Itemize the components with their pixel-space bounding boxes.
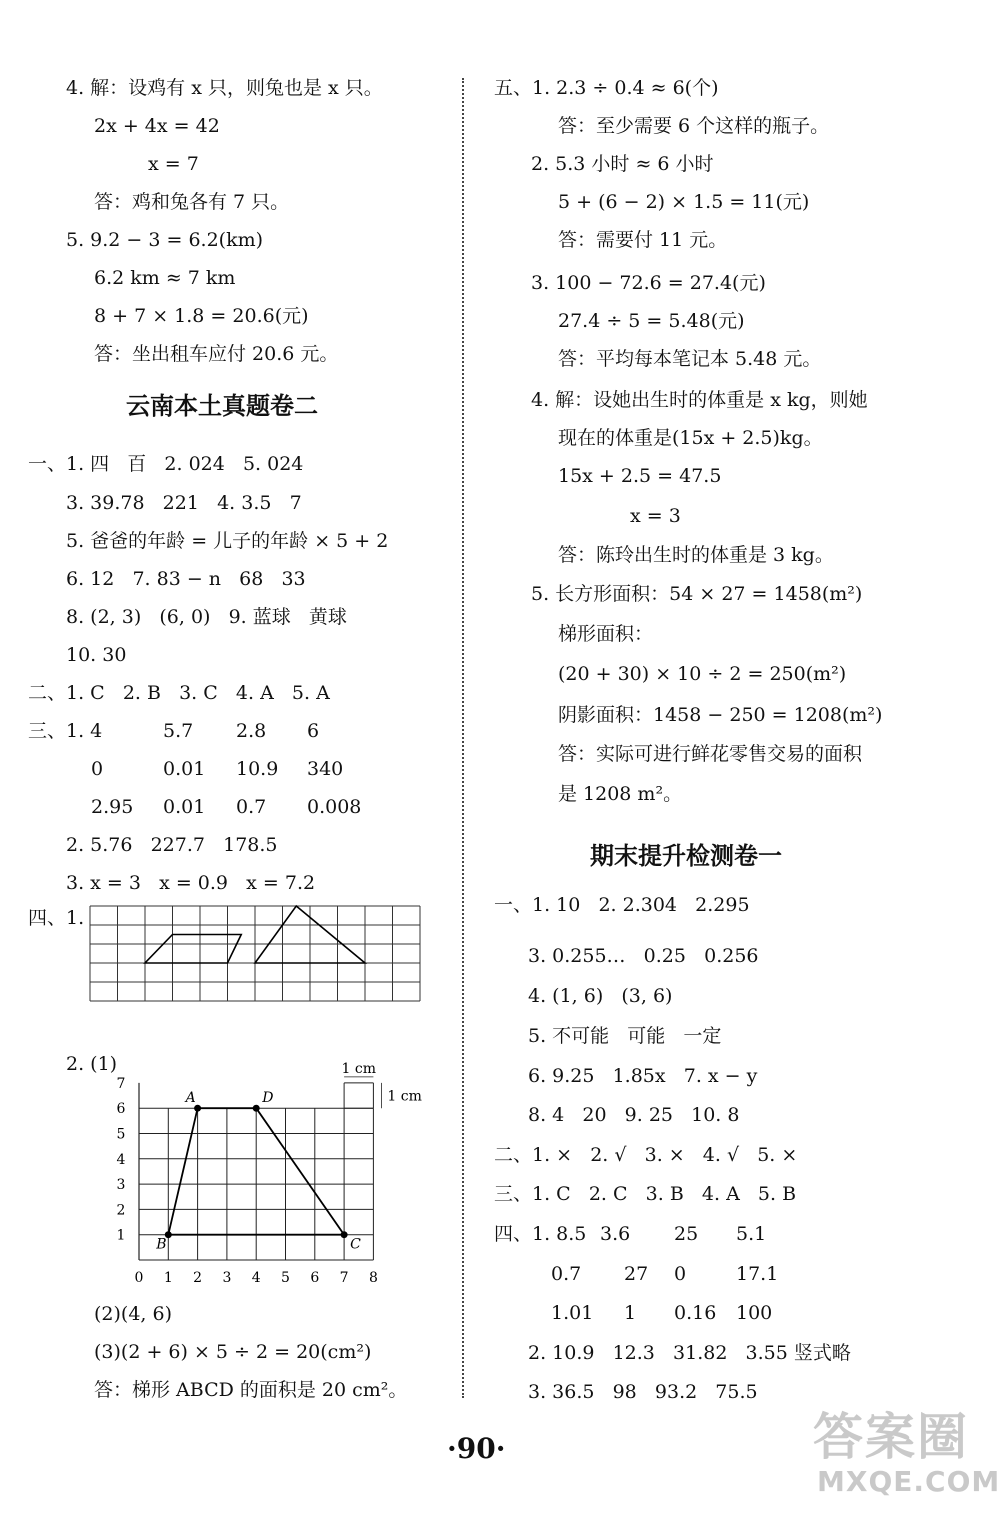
answer-line-r17: 阴影面积：1458 − 250 = 1208(m²) [558,704,883,726]
y-tick-label: 4 [116,1151,126,1168]
answer-line-l23: 340 [307,758,344,780]
answer-line-r4: 5 + (6 − 2) × 1.5 = 11(元) [558,191,810,213]
answer-line-r21: 3. 0.255… 0.25 0.256 [528,945,759,967]
x-tick-label: 4 [251,1270,261,1285]
answer-line-r5: 答：需要付 11 元。 [558,229,728,251]
parallelogram-shape [145,935,241,964]
section-heading-h2: 期末提升检测卷一 [590,842,782,870]
x-tick-label: 1 [163,1270,173,1285]
x-tick-label: 5 [281,1270,290,1285]
watermark-logo [807,1397,1000,1507]
answer-line-r23: 5. 不可能 可能 一定 [528,1025,722,1047]
y-tick-label: 7 [116,1075,126,1092]
answer-line-l15: 二、1. C 2. B 3. C 4. A 5. A [28,682,330,704]
answer-line-l7: 8 + 7 × 1.8 = 20.6(元) [94,305,309,327]
answer-line-l20: 0 [91,758,104,780]
answer-line-r28: 四、1. 8.5 [494,1223,587,1245]
y-tick-label: 6 [116,1101,126,1118]
y-tick-label: 3 [116,1177,126,1194]
answer-line-l14: 10. 30 [66,644,127,666]
answer-line-l9: 一、1. 四 百 2. 024 5. 024 [28,453,304,475]
answer-line-r26: 二、1. × 2. √ 3. × 4. √ 5. × [494,1144,798,1166]
x-tick-label: 3 [222,1270,232,1285]
answer-line-r19: 是 1208 m²。 [558,783,683,805]
answer-line-r35: 17.1 [736,1263,779,1285]
answer-line-l32: (2)(4, 6) [94,1303,172,1325]
watermark-url: MXQE.COM [817,1465,1000,1498]
answer-line-r2: 答：至少需要 6 个这样的瓶子。 [558,115,830,137]
unit-y-label: 1 cm [387,1088,422,1105]
vertex-label-c: C [350,1236,361,1253]
answer-line-l17: 5.7 [163,720,194,742]
answer-line-l34: 答：梯形 ABCD 的面积是 20 cm²。 [94,1379,408,1401]
answer-line-r14: 5. 长方形面积：54 × 27 = 1458(m²) [531,583,863,605]
answer-line-r20: 一、1. 10 2. 2.304 2.295 [494,894,750,916]
answer-line-r16: (20 + 30) × 10 ÷ 2 = 250(m²) [558,663,847,685]
answer-line-l11: 5. 爸爸的年龄 = 儿子的年龄 × 5 + 2 [66,530,389,552]
grid-figure [88,904,424,1002]
vertex-label-a: A [185,1090,196,1107]
answer-line-r15: 梯形面积： [558,623,654,645]
answer-line-l18: 2.8 [236,720,267,742]
answer-line-l2: 2x + 4x = 42 [94,115,220,137]
answer-line-l29: 3. x = 3 x = 0.9 x = 7.2 [66,872,316,894]
answer-line-l28: 2. 5.76 227.7 178.5 [66,834,278,856]
answer-line-l31: 2. (1) [66,1053,118,1075]
answer-line-r24: 6. 9.25 1.85x 7. x − y [528,1065,758,1087]
answer-line-r8: 答：平均每本笔记本 5.48 元。 [558,348,822,370]
answer-line-r22: 4. (1, 6) (3, 6) [528,985,673,1007]
answer-line-r13: 答：陈玲出生时的体重是 3 kg。 [558,544,834,566]
answer-line-l27: 0.008 [307,796,362,818]
x-tick-label: 6 [310,1270,320,1285]
vertex-label-b: B [156,1236,167,1253]
answer-line-r1: 五、1. 2.3 ÷ 0.4 ≈ 6(个) [494,77,719,99]
answer-line-r9: 4. 解：设她出生时的体重是 x kg，则她 [531,389,868,411]
answer-line-r29: 3.6 [600,1223,631,1245]
answer-line-l12: 6. 12 7. 83 − n 68 33 [66,568,306,590]
unit-x-label: 1 cm [341,1060,376,1077]
answer-line-r10: 现在的体重是(15x + 2.5)kg。 [558,427,823,449]
answer-line-r6: 3. 100 − 72.6 = 27.4(元) [531,272,766,294]
answer-line-r38: 0.16 [674,1302,717,1324]
x-tick-label: 8 [368,1270,378,1285]
answer-line-r3: 2. 5.3 小时 ≈ 6 小时 [531,153,714,175]
answer-line-l25: 0.01 [163,796,206,818]
answer-line-l13: 8. (2, 3) (6, 0) 9. 蓝球 黄球 [66,606,347,628]
answer-line-r25: 8. 4 20 9. 25 10. 8 [528,1104,740,1126]
y-tick-label: 2 [116,1202,126,1219]
answer-line-r32: 0.7 [551,1263,582,1285]
answer-line-r7: 27.4 ÷ 5 = 5.48(元) [558,310,745,332]
answer-line-l22: 10.9 [236,758,279,780]
section-heading-h1: 云南本土真题卷二 [126,392,318,420]
answer-line-l26: 0.7 [236,796,267,818]
answer-line-l19: 6 [307,720,320,742]
answer-line-l16: 三、1. 4 [28,720,103,742]
answer-line-l33: (3)(2 + 6) × 5 ÷ 2 = 20(cm²) [94,1341,372,1363]
trapezoid-coordinate-chart [110,1045,430,1285]
answer-line-r12: x = 3 [630,505,681,527]
answer-line-r40: 2. 10.9 12.3 31.82 3.55 竖式略 [528,1342,851,1364]
answer-line-r37: 1 [624,1302,637,1324]
answer-line-r30: 25 [674,1223,699,1245]
y-tick-label: 5 [116,1126,126,1143]
answer-line-l21: 0.01 [163,758,206,780]
answer-line-l1: 4. 解：设鸡有 x 只，则兔也是 x 只。 [66,77,383,99]
answer-line-r18: 答：实际可进行鲜花零售交易的面积 [558,743,863,765]
answer-line-r36: 1.01 [551,1302,594,1324]
column-divider [462,78,464,1398]
answer-line-l3: x = 7 [148,153,199,175]
answer-line-r39: 100 [736,1302,773,1324]
vertex-point-d [253,1105,260,1112]
y-tick-label: 1 [116,1227,126,1244]
answer-line-r27: 三、1. C 2. C 3. B 4. A 5. B [494,1183,797,1205]
answer-line-l24: 2.95 [91,796,134,818]
page-number: ·90· [447,1432,506,1465]
answer-line-r41: 3. 36.5 98 93.2 75.5 [528,1381,758,1403]
answer-line-r11: 15x + 2.5 = 47.5 [558,465,722,487]
answer-line-l30: 四、1. [28,907,85,929]
x-tick-label: 7 [339,1270,349,1285]
answer-line-r31: 5.1 [736,1223,767,1245]
x-tick-label: 0 [134,1270,144,1285]
x-tick-label: 2 [193,1270,203,1285]
answer-line-l4: 答：鸡和兔各有 7 只。 [94,191,290,213]
vertex-label-d: D [262,1090,274,1107]
answer-line-l5: 5. 9.2 − 3 = 6.2(km) [66,229,264,251]
vertex-point-c [341,1231,348,1238]
answer-line-l8: 答：坐出租车应付 20.6 元。 [94,343,339,365]
watermark-title: 答案圈 [813,1408,969,1466]
answer-line-l10: 3. 39.78 221 4. 3.5 7 [66,492,302,514]
answer-line-r34: 0 [674,1263,687,1285]
answer-line-l6: 6.2 km ≈ 7 km [94,267,236,289]
answer-line-r33: 27 [624,1263,649,1285]
